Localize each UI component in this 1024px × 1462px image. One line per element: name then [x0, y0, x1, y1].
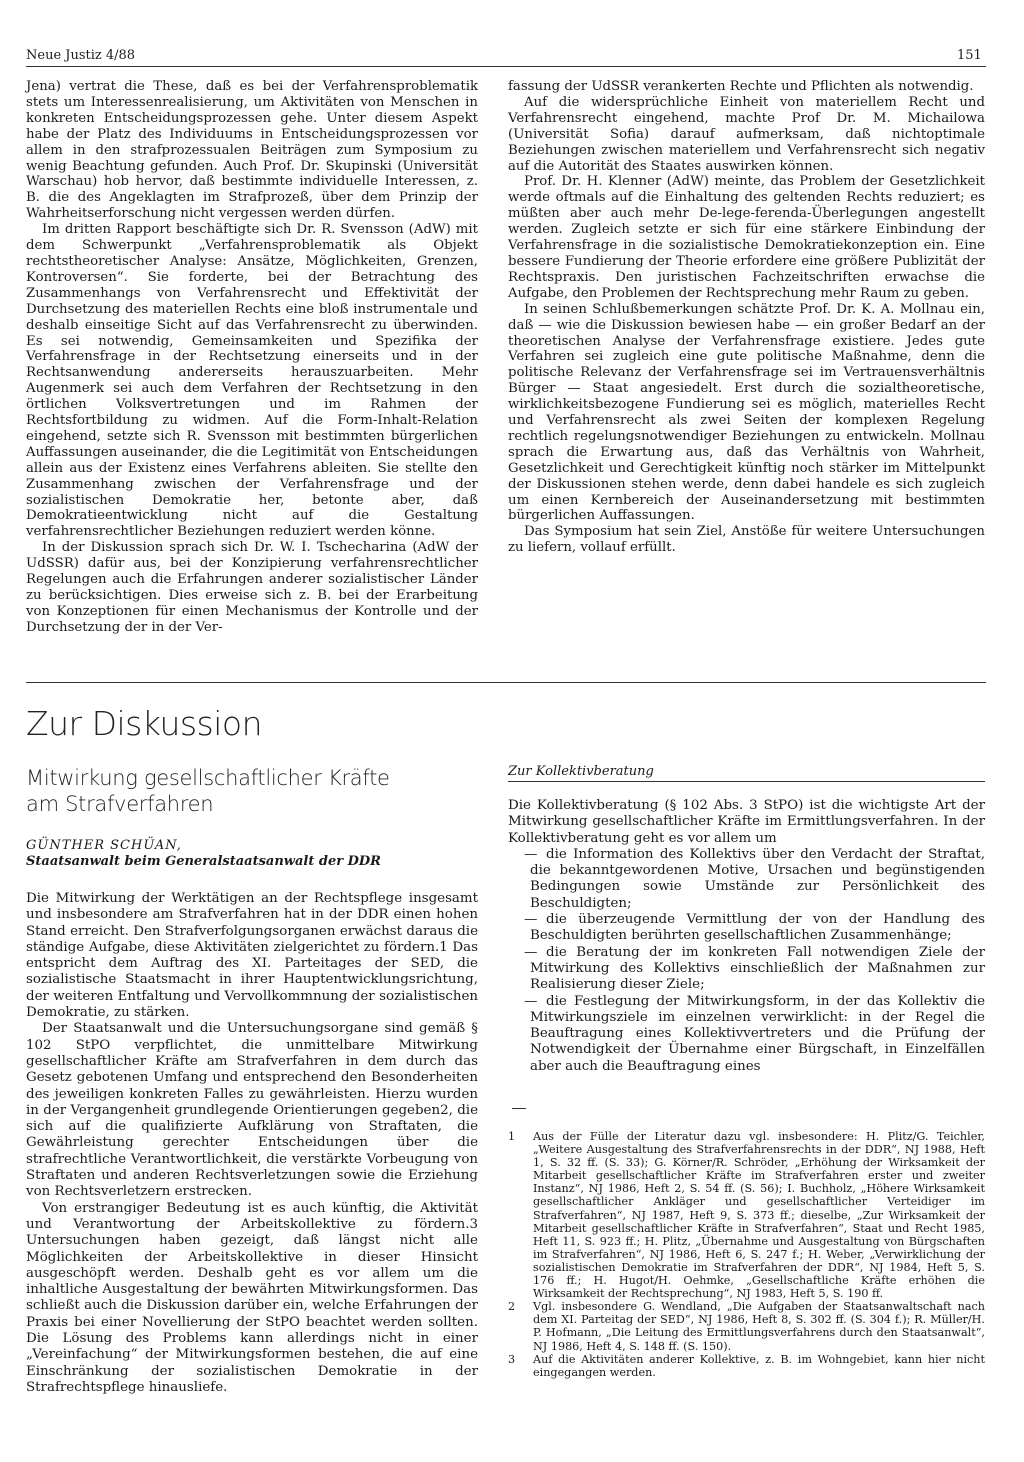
article-paragraph: Von erstrangiger Bedeutung ist es auch künftig, die Aktivität und Verantwortung der Arbeitskollektive zu fördern.3 Untersuchungen haben gezeigt, daß längst nicht alle Möglichkeiten der Arbeitskollektive in dieser Hinsicht ausgeschöpft werden. Deshalb geht es vor allem um die inhaltliche Ausgestaltung der bewährten Mitwirkungsformen. Das schließt auch die Diskussion darüber ein, welche Erfahrungen der Praxis bei einer Novellierung der StPO beachtet werden sollten. Die Lösung des Problems kann allerdings nicht in einer „Vereinfachung“ der Mitwirkungsformen bestehen, die auf eine Einschränkung der sozialistischen Demokratie in der Strafrechtspflege hinausliefe.: [26, 1200, 478, 1395]
report-paragraph: Prof. Dr. H. Klenner (AdW) meinte, das Problem der Gesetzlichkeit werde oftmals auf die Einhaltung des geltenden Rechts reduziert; es müßten aber auch mehr De-lege-ferenda-Überlegungen angestellt werden. Zugleich setzte er sich für eine stärkere Einbindung der Verfahrensfrage in die sozialistische Demokratiekonzeption ein. Eine bessere Fundierung der Theorie erfordere eine größere Publizität der Rechtspraxis. Den juristischen Fachzeitschriften erwachse die Aufgabe, den Problemen der Rechtsprechung mehr Raum zu geben.: [508, 174, 985, 301]
footnote-text: Auf die Aktivitäten anderer Kollektive, z. B. im Wohngebiet, kann hier nicht eingegangen werden.: [533, 1352, 985, 1379]
dash-mark: —: [524, 944, 538, 960]
list-item-text: die Beratung der im konkreten Fall notwendigen Ziele der Mitwirkung des Kollektivs einschließlich der Maßnahmen zur Realisierung dieser Ziele;: [530, 944, 985, 993]
article-paragraph: Die Kollektivberatung (§ 102 Abs. 3 StPO) ist die wichtigste Art der Mitwirkung gesellschaftlicher Kräfte im Ermittlungsverfahren. In der Kollektivberatung geht es vor allem um: [508, 798, 985, 846]
report-paragraph: Im dritten Rapport beschäftigte sich Dr. R. Svensson (AdW) mit dem Schwerpunkt „Verfahrensproblematik als Objekt rechtstheoretischer Analyse: Ansätze, Möglichkeiten, Grenzen, Kontroversen“. Sie forderte, bei der Betrachtung des Zusammenhangs von Verfahrensrecht und Effektivität der Durchsetzung des materiellen Rechts eine bloß instrumentale und deshalb einseitige Sicht auf das Verfahrensrecht zu überwinden. Es sei notwendig, Gemeinsamkeiten und Spezifika der Verfahrensfrage in der Rechtsetzung einerseits und in der Rechtsanwendung andererseits herauszuarbeiten. Mehr Augenmerk sei auch dem Verfahren der Rechtsetzung in den örtlichen Volksvertretungen und im Rahmen der Rechtsfortbildung zu widmen. Auf die Form-Inhalt-Relation eingehend, setzte sich R. Svensson mit bestimmten bürgerlichen Auffassungen auseinander, die die Legitimität von Entscheidungen allein aus der Existenz eines Verfahrens ableiten. Sie stellte den Zusammenhang zwischen der Verfahrensfrage und der sozialistischen Demokratie her, betonte aber, daß Demokratieentwicklung nicht auf die Gestaltung verfahrensrechtlicher Beziehungen reduziert werden könne.: [26, 222, 478, 540]
list-item: [508, 994, 985, 1075]
article-author-role: Staatsanwalt beim Generalstaatsanwalt der DDR: [26, 854, 381, 869]
footnote: [508, 1300, 985, 1352]
footnote-text: Aus der Fülle der Literatur dazu vgl. insbesondere: H. Plitz/G. Teichler, „Weitere Ausgestaltung des Strafverfahrensrechts in der DDR“, NJ 1988, Heft 1, S. 32 ff. (S. 33); G. Körner/R. Schröder, „Erhöhung der Wirksamkeit der Mitarbeit gesellschaftlicher Kräfte im Strafverfahren erster und zweiter Instanz“, NJ 1986, Heft 2, S. 54 ff. (S. 56); I. Buchholz, „Höhere Wirksamkeit gesellschaftlicher Ankläger und gesellschaftlicher Verteidiger im Strafverfahren“, NJ 1987, Heft 9, S. 373 ff.; dieselbe, „Zur Wirksamkeit der Mitarbeit gesellschaftlicher Kräfte in Strafverfahren“, Staat und Recht 1985, Heft 11, S. 923 ff.; H. Plitz, „Übernahme und Ausgestaltung von Bürgschaften im Strafverfahren“, NJ 1986, Heft 6, S. 247 f.; H. Weber, „Verwirklichung der sozialistischen Demokratie im Strafverfahren der DDR“, NJ 1984, Heft 5, S. 176 ff.; H. Hugot/H. Oehmke, „Gesellschaftliche Kräfte erhöhen die Wirksamkeit der Rechtsprechung“, NJ 1983, Heft 5, S. 190 ff.: [533, 1130, 985, 1301]
article-left-column: [26, 891, 478, 1396]
article-title: [26, 765, 476, 817]
footnote-number: 3: [508, 1352, 516, 1366]
article-paragraph: Der Staatsanwalt und die Untersuchungsorgane sind gemäß § 102 StPO verpflichtet, die unmittelbare Mitwirkung gesellschaftlicher Kräfte am Strafverfahren in dem durch das Gesetz gebotenen Umfang und entsprechend den Besonderheiten des jeweiligen konkreten Falles zu gewährleisten. Hierzu wurden in der Vergangenheit grundlegende Orientierungen gegeben2, die sich auf die qualifizierte Aufklärung von Straftaten, die Gewährleistung gerechter Entscheidungen über die strafrechtliche Verantwortlichkeit, die verstärkte Vorbeugung von Straftaten und anderen Rechtsverletzungen sowie die Erziehung von Rechtsverletzern erstrecken.: [26, 1021, 478, 1200]
footnote-text: Vgl. insbesondere G. Wendland, „Die Aufgaben der Staatsanwaltschaft nach dem XI. Parteitag der SED“, NJ 1986, Heft 8, S. 302 ff. (S. 304 f.); R. Müller/H. P. Hofmann, „Die Leitung des Ermittlungsverfahrens durch den Staatsanwalt“, NJ 1986, Heft 4, S. 148 ff. (S. 150).: [533, 1300, 985, 1353]
page-number: 151: [957, 48, 982, 63]
subheading-rule: [508, 781, 985, 782]
list-item-text: die Information des Kollektivs über den Verdacht der Straftat, die bekanntgewordenen Motive, Ursachen und begünstigenden Bedingungen sowie Umstände zur Persönlichkeit des Beschuldigten;: [530, 846, 985, 911]
article-author: GÜNTHER SCHÜAN,: [26, 838, 182, 853]
report-paragraph: Auf die widersprüchliche Einheit von materiellem Recht und Verfahrensrecht eingehend, machte Prof Dr. M. Michailowa (Universität Sofia) darauf aufmerksam, daß nichtoptimale Beziehungen zwischen materiellem und Verfahrensrecht sich negativ auf die Autorität des Staates auswirken können.: [508, 94, 985, 174]
footnote-rule: [512, 1108, 526, 1109]
dash-mark: —: [524, 993, 538, 1009]
article-title-line: am Strafverfahren: [26, 792, 214, 816]
list-item-text: die Festlegung der Mitwirkungsform, in der das Kollektiv die Mitwirkungsziele im einzelnen verwirklicht: in der Regel die Beauftragung eines Kollektivvertreters und die Prüfung der Notwendigkeit der Übernahme einer Bürgschaft, in Einzelfällen aber auch die Beauftragung eines: [530, 993, 985, 1074]
list-item: [508, 847, 985, 912]
article-title-line: Mitwirkung gesellschaftlicher Kräfte: [26, 766, 390, 790]
footnotes: [508, 1130, 985, 1379]
dash-mark: —: [524, 846, 538, 862]
section-rule: [26, 682, 986, 683]
footnote: [508, 1353, 985, 1379]
report-left-column: [26, 79, 478, 636]
dash-mark: —: [524, 912, 538, 928]
list-item-text: die überzeugende Vermittlung der von der Handlung des Beschuldigten berührten gesellschaftlichen Zusammenhänge;: [530, 912, 985, 944]
report-paragraph: Jena) vertrat die These, daß es bei der Verfahrensproblematik stets um Interessenrealisierung, um Aktivitäten von Menschen in konkreten Entscheidungsprozessen gehe. Unter diesem Aspekt habe der Platz des Individuums in Entscheidungsprozessen vor allem in den strafprozessualen Beiträgen zum Symposium zu wenig Beachtung gefunden. Auch Prof. Dr. Skupinski (Universität Warschau) hob hervor, daß bestimmte individuelle Interessen, z. B. die des Angeklagten im Strafprozeß, über dem Prinzip der Wahrheitserforschung nicht vergessen werden dürfen.: [26, 79, 478, 222]
journal-issue: Neue Justiz 4/88: [26, 48, 136, 63]
report-paragraph: fassung der UdSSR verankerten Rechte und Pflichten als notwendig.: [508, 79, 974, 94]
report-paragraph: Das Symposium hat sein Ziel, Anstöße für weitere Untersuchungen zu liefern, vollauf erfüllt.: [508, 524, 985, 556]
report-paragraph: In seinen Schlußbemerkungen schätzte Prof. Dr. K. A. Mollnau ein, daß — wie die Diskussion bewiesen habe — ein großer Bedarf an der theoretischen Analyse der Verfahrensfrage existiere. Jedes gute Verfahren sei zugleich eine gute politische Maßnahme, denn die politische Relevanz der Verfahrensfrage sei im Vertrauensverhältnis Bürger — Staat angesiedelt. Erst durch die sozialtheoretische, wirklichkeitsbezogene Fundierung sei es möglich, materielles Recht und Verfahrensrecht als zwei Seiten der komplexen Regelung rechtlich regelungsnotwendiger Beziehungen zu entwickeln. Mollnau sprach die Erwartung aus, daß das Verhältnis von Wahrheit, Gesetzlichkeit und Gerechtigkeit künftig noch stärker im Mittelpunkt der Diskussionen stehen werde, denn dabei handele es sich zugleich um einen Kernbereich der Auseinandersetzung mit bestimmten bürgerlichen Auffassungen.: [508, 301, 985, 524]
report-right-column: [508, 79, 985, 556]
section-title: Zur Diskussion: [26, 704, 263, 743]
report-paragraph: In der Diskussion sprach sich Dr. W. I. Tschecharina (AdW der UdSSR) dafür aus, bei der Konzipierung verfahrensrechtlicher Regelungen auch die Erfahrungen anderer sozialistischer Länder zu berücksichtigen. Dies erweise sich z. B. bei der Erarbeitung von Konzeptionen für einen Mechanismus der Kontrolle und der Durchsetzung der in der Ver-: [26, 540, 478, 635]
list-item: [508, 945, 985, 994]
header-rule: [26, 66, 986, 67]
footnote-number: 2: [508, 1300, 516, 1314]
list-item: [508, 912, 985, 945]
footnote: [508, 1130, 985, 1300]
article-paragraph: Die Mitwirkung der Werktätigen an der Rechtspflege insgesamt und insbesondere am Strafverfahren hat in der DDR einen hohen Stand erreicht. Den Strafverfolgungsorganen erwächst daraus die ständige Aufgabe, diese Aktivitäten zielgerichtet zu fördern.1 Das entspricht dem Auftrag des XI. Parteitages der SED, die sozialistische Staatsmacht in ihrer Hauptentwicklungsrichtung, der weiteren Entfaltung und Vervollkommnung der sozialistischen Demokratie, zu stärken.: [26, 891, 478, 1021]
article-right-column: [508, 798, 985, 1075]
subheading: Zur Kollektivberatung: [508, 764, 654, 779]
footnote-number: 1: [508, 1130, 516, 1143]
